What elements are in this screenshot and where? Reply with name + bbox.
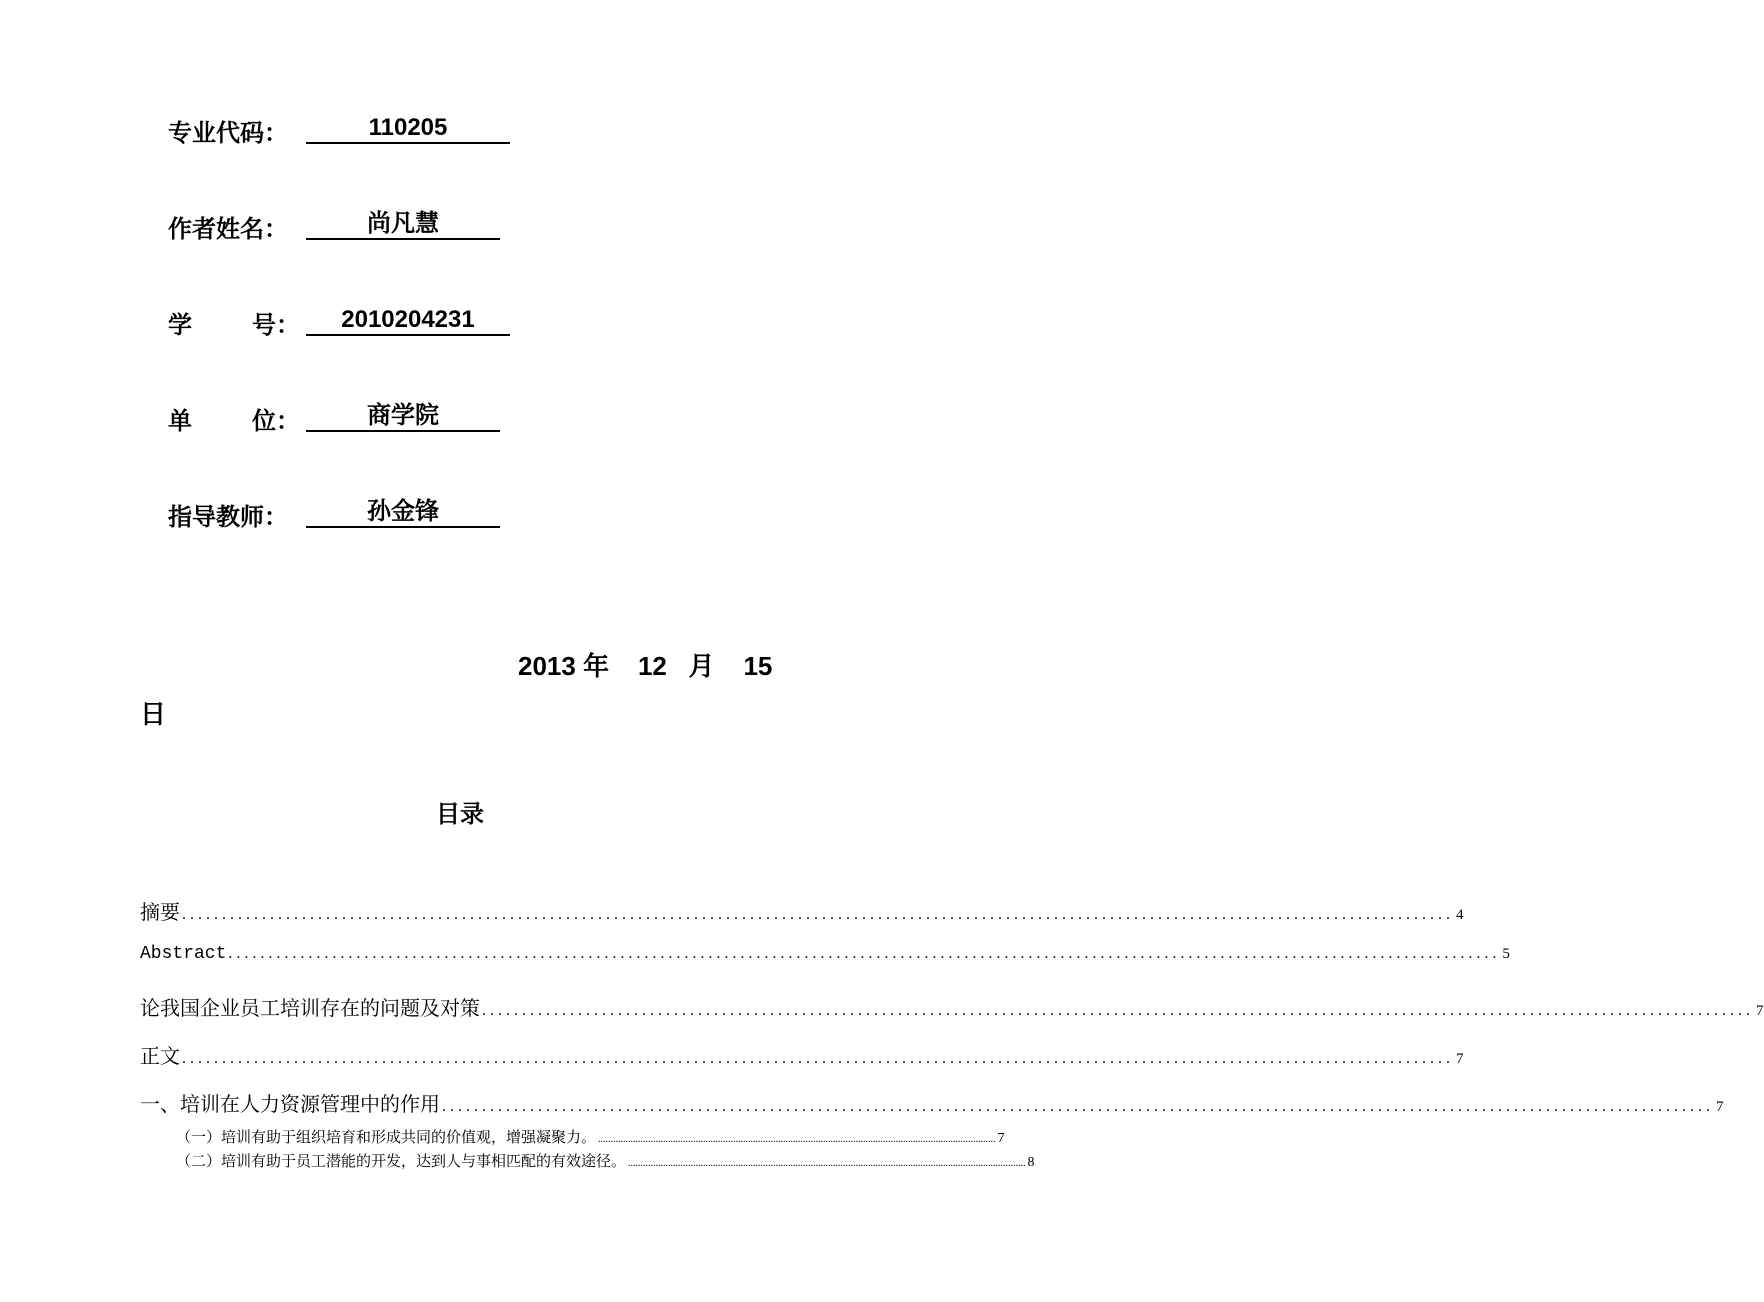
toc-sub-entry[interactable]	[176, 1150, 1035, 1172]
toc-title: 目录	[436, 801, 484, 828]
major-code-value: 110205	[306, 114, 510, 144]
toc-leader-dots: ...............................................................................................................................................................	[442, 1098, 1714, 1115]
student-id-value: 2010204231	[306, 306, 510, 336]
toc-sub-entry-text: （一）培训有助于组织培育和形成共同的价值观，增强凝聚力。	[176, 1130, 597, 1146]
major-code-label: 专业代码：	[168, 120, 288, 147]
toc-leader-dots: ...............................................................................................................................................................	[628, 1158, 1026, 1169]
toc-entry-text: Abstract	[140, 944, 227, 964]
toc-entry[interactable]	[140, 944, 1510, 972]
toc-entry-text: 论我国企业员工培训存在的问题及对策	[140, 998, 480, 1020]
toc-sub-entry-page: 7	[997, 1131, 1005, 1146]
toc-entry[interactable]	[140, 1088, 1724, 1116]
toc-entry[interactable]	[140, 992, 1764, 1020]
toc-entry-text: 一、培训在人力资源管理中的作用	[140, 1094, 440, 1116]
unit-label-char2: 位：	[252, 408, 300, 435]
student-id-label-char1: 学	[168, 312, 192, 339]
author-name-label: 作者姓名：	[168, 216, 288, 243]
toc-leader-dots: ...............................................................................................................................................................	[228, 945, 1501, 962]
toc-entry[interactable]	[140, 1040, 1464, 1068]
toc-leader-dots: ...............................................................................................................................................................	[598, 1134, 996, 1145]
toc-entry[interactable]	[140, 896, 1464, 924]
date-line: 2013 年 12 月 15	[518, 651, 773, 681]
advisor-label: 指导教师：	[168, 504, 288, 531]
toc-entry-page: 5	[1502, 946, 1510, 962]
toc-entry-text: 正文	[140, 1046, 180, 1068]
toc-entry-page: 7	[1756, 1003, 1764, 1019]
toc-sub-entry-page: 8	[1027, 1155, 1035, 1170]
student-id-label-char2: 号：	[252, 312, 300, 339]
unit-value: 商学院	[306, 402, 500, 432]
toc-leader-dots: ...............................................................................................................................................................	[182, 1050, 1454, 1067]
toc-leader-dots: ...............................................................................................................................................................	[182, 906, 1454, 923]
advisor-value: 孙金锋	[306, 498, 500, 528]
toc-entry-text: 摘要	[140, 902, 180, 924]
toc-leader-dots: ...............................................................................................................................................................	[482, 1002, 1754, 1019]
toc-entry-page: 4	[1456, 907, 1464, 923]
unit-label-char1: 单	[168, 408, 192, 435]
toc-sub-entry[interactable]	[176, 1126, 1005, 1148]
toc-entry-page: 7	[1716, 1099, 1724, 1115]
author-name-value: 尚凡慧	[306, 210, 500, 240]
date-day: 日	[140, 699, 167, 729]
toc-entry-page: 7	[1456, 1051, 1464, 1067]
toc-sub-entry-text: （二）培训有助于员工潜能的开发，达到人与事相匹配的有效途径。	[176, 1154, 627, 1170]
